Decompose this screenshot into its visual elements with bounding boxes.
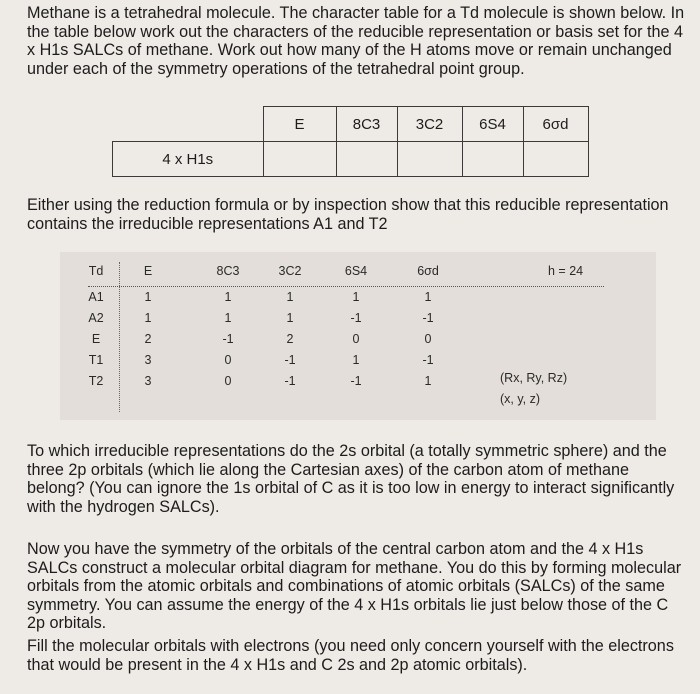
character-A1-6sigma-d: 1 — [424, 290, 432, 304]
basis-T2: (x, y, z) — [500, 392, 541, 406]
character-E-E: 2 — [144, 332, 152, 346]
intro-paragraph: Methane is a tetrahedral molecule. The character table for a Td molecule is shown below. In the table below work out the characters of the reducible representation or basis set for the 4 x H1s SALCs of methane. Work out how many of the H atoms move or remain unchanged under each of the symmetry operations of the tetrahedral point group. — [27, 4, 685, 78]
reducible-representation-table — [112, 106, 589, 177]
character-A2-E: 1 — [144, 311, 152, 325]
character-E-6sigma-d: 0 — [424, 332, 432, 346]
character-T1-6S4: 1 — [352, 353, 360, 367]
answer-cell-8C3[interactable] — [336, 142, 397, 177]
character-A2-6sigma-d: -1 — [422, 311, 434, 325]
answer-cell-6sigma-d[interactable] — [523, 142, 588, 177]
reduction-paragraph: Either using the reduction formula or by inspection show that this reducible representation contains the irreducible representations A1 and T2 — [27, 196, 669, 233]
irreps-question-paragraph: To which irreducible representations do the 2s orbital (a totally symmetric sphere) and the three 2p orbitals (which lie along the Cartesian axes) of the carbon atom of methane belong? (You can ignore the 1s orbital of C as it is too low in energy to interact significantly with the hydrogen SALCs). — [27, 442, 675, 516]
op-header-6sigma-d: 6σd — [417, 264, 439, 278]
character-T2-6S4: -1 — [350, 374, 362, 388]
irrep-label-T2: T2 — [88, 374, 104, 388]
character-A2-3C2: 1 — [286, 311, 294, 325]
character-T1-E: 3 — [144, 353, 152, 367]
basis-T1: (Rx, Ry, Rz) — [500, 371, 568, 385]
character-E-3C2: 2 — [286, 332, 294, 346]
op-header-3C2: 3C2 — [278, 264, 302, 278]
character-T2-8C3: 0 — [224, 374, 232, 388]
irrep-column-divider — [119, 262, 120, 412]
character-T2-6sigma-d: 1 — [424, 374, 432, 388]
character-A1-E: 1 — [144, 290, 152, 304]
answer-cell-6S4[interactable] — [462, 142, 523, 177]
character-T2-E: 3 — [144, 374, 152, 388]
op-header-E: E — [143, 264, 153, 278]
header-E: E — [263, 107, 336, 142]
op-header-8C3: 8C3 — [216, 264, 240, 278]
character-T2-3C2: -1 — [284, 374, 296, 388]
fill-table-header-row — [113, 107, 589, 142]
op-header-6S4: 6S4 — [344, 264, 368, 278]
group-order: h = 24 — [548, 264, 584, 278]
character-T1-3C2: -1 — [284, 353, 296, 367]
row-label-4xH1s: 4 x H1s — [113, 142, 264, 177]
irrep-label-T1: T1 — [88, 353, 104, 367]
character-T1-8C3: 0 — [224, 353, 232, 367]
character-A2-8C3: 1 — [224, 311, 232, 325]
header-8C3: 8C3 — [336, 107, 397, 142]
td-character-table — [60, 252, 656, 420]
irrep-label-A1: A1 — [88, 290, 104, 304]
character-A1-3C2: 1 — [286, 290, 294, 304]
header-6sigma-d: 6σd — [523, 107, 588, 142]
character-E-6S4: 0 — [352, 332, 360, 346]
answer-cell-3C2[interactable] — [397, 142, 462, 177]
header-divider — [88, 286, 604, 287]
point-group-label: Td — [88, 264, 104, 278]
character-E-8C3: -1 — [222, 332, 234, 346]
answer-cell-E[interactable] — [263, 142, 336, 177]
mo-diagram-question-paragraph: Now you have the symmetry of the orbitals of the central carbon atom and the 4 x H1s SALCs construct a molecular orbital diagram for methane. You do this by forming molecular orbitals from the atomic orbitals and combinations of atomic orbitals (SALCs) of the same symmetry. You can assume the energy of the 4 x H1s orbitals lie just below those of the C 2p orbitals. — [27, 540, 682, 633]
character-T1-6sigma-d: -1 — [422, 353, 434, 367]
fill-electrons-question-paragraph: Fill the molecular orbitals with electrons (you need only concern yourself with the electrons that would be present in the 4 x H1s and C 2s and 2p atomic orbitals). — [27, 637, 674, 674]
irrep-label-E: E — [91, 332, 101, 346]
header-3C2: 3C2 — [397, 107, 462, 142]
character-A1-6S4: 1 — [352, 290, 360, 304]
character-A2-6S4: -1 — [350, 311, 362, 325]
irrep-label-A2: A2 — [88, 311, 104, 325]
header-6S4: 6S4 — [462, 107, 523, 142]
blank-corner-cell — [113, 107, 264, 142]
character-A1-8C3: 1 — [224, 290, 232, 304]
fill-table-row-4xH1s — [113, 142, 589, 177]
